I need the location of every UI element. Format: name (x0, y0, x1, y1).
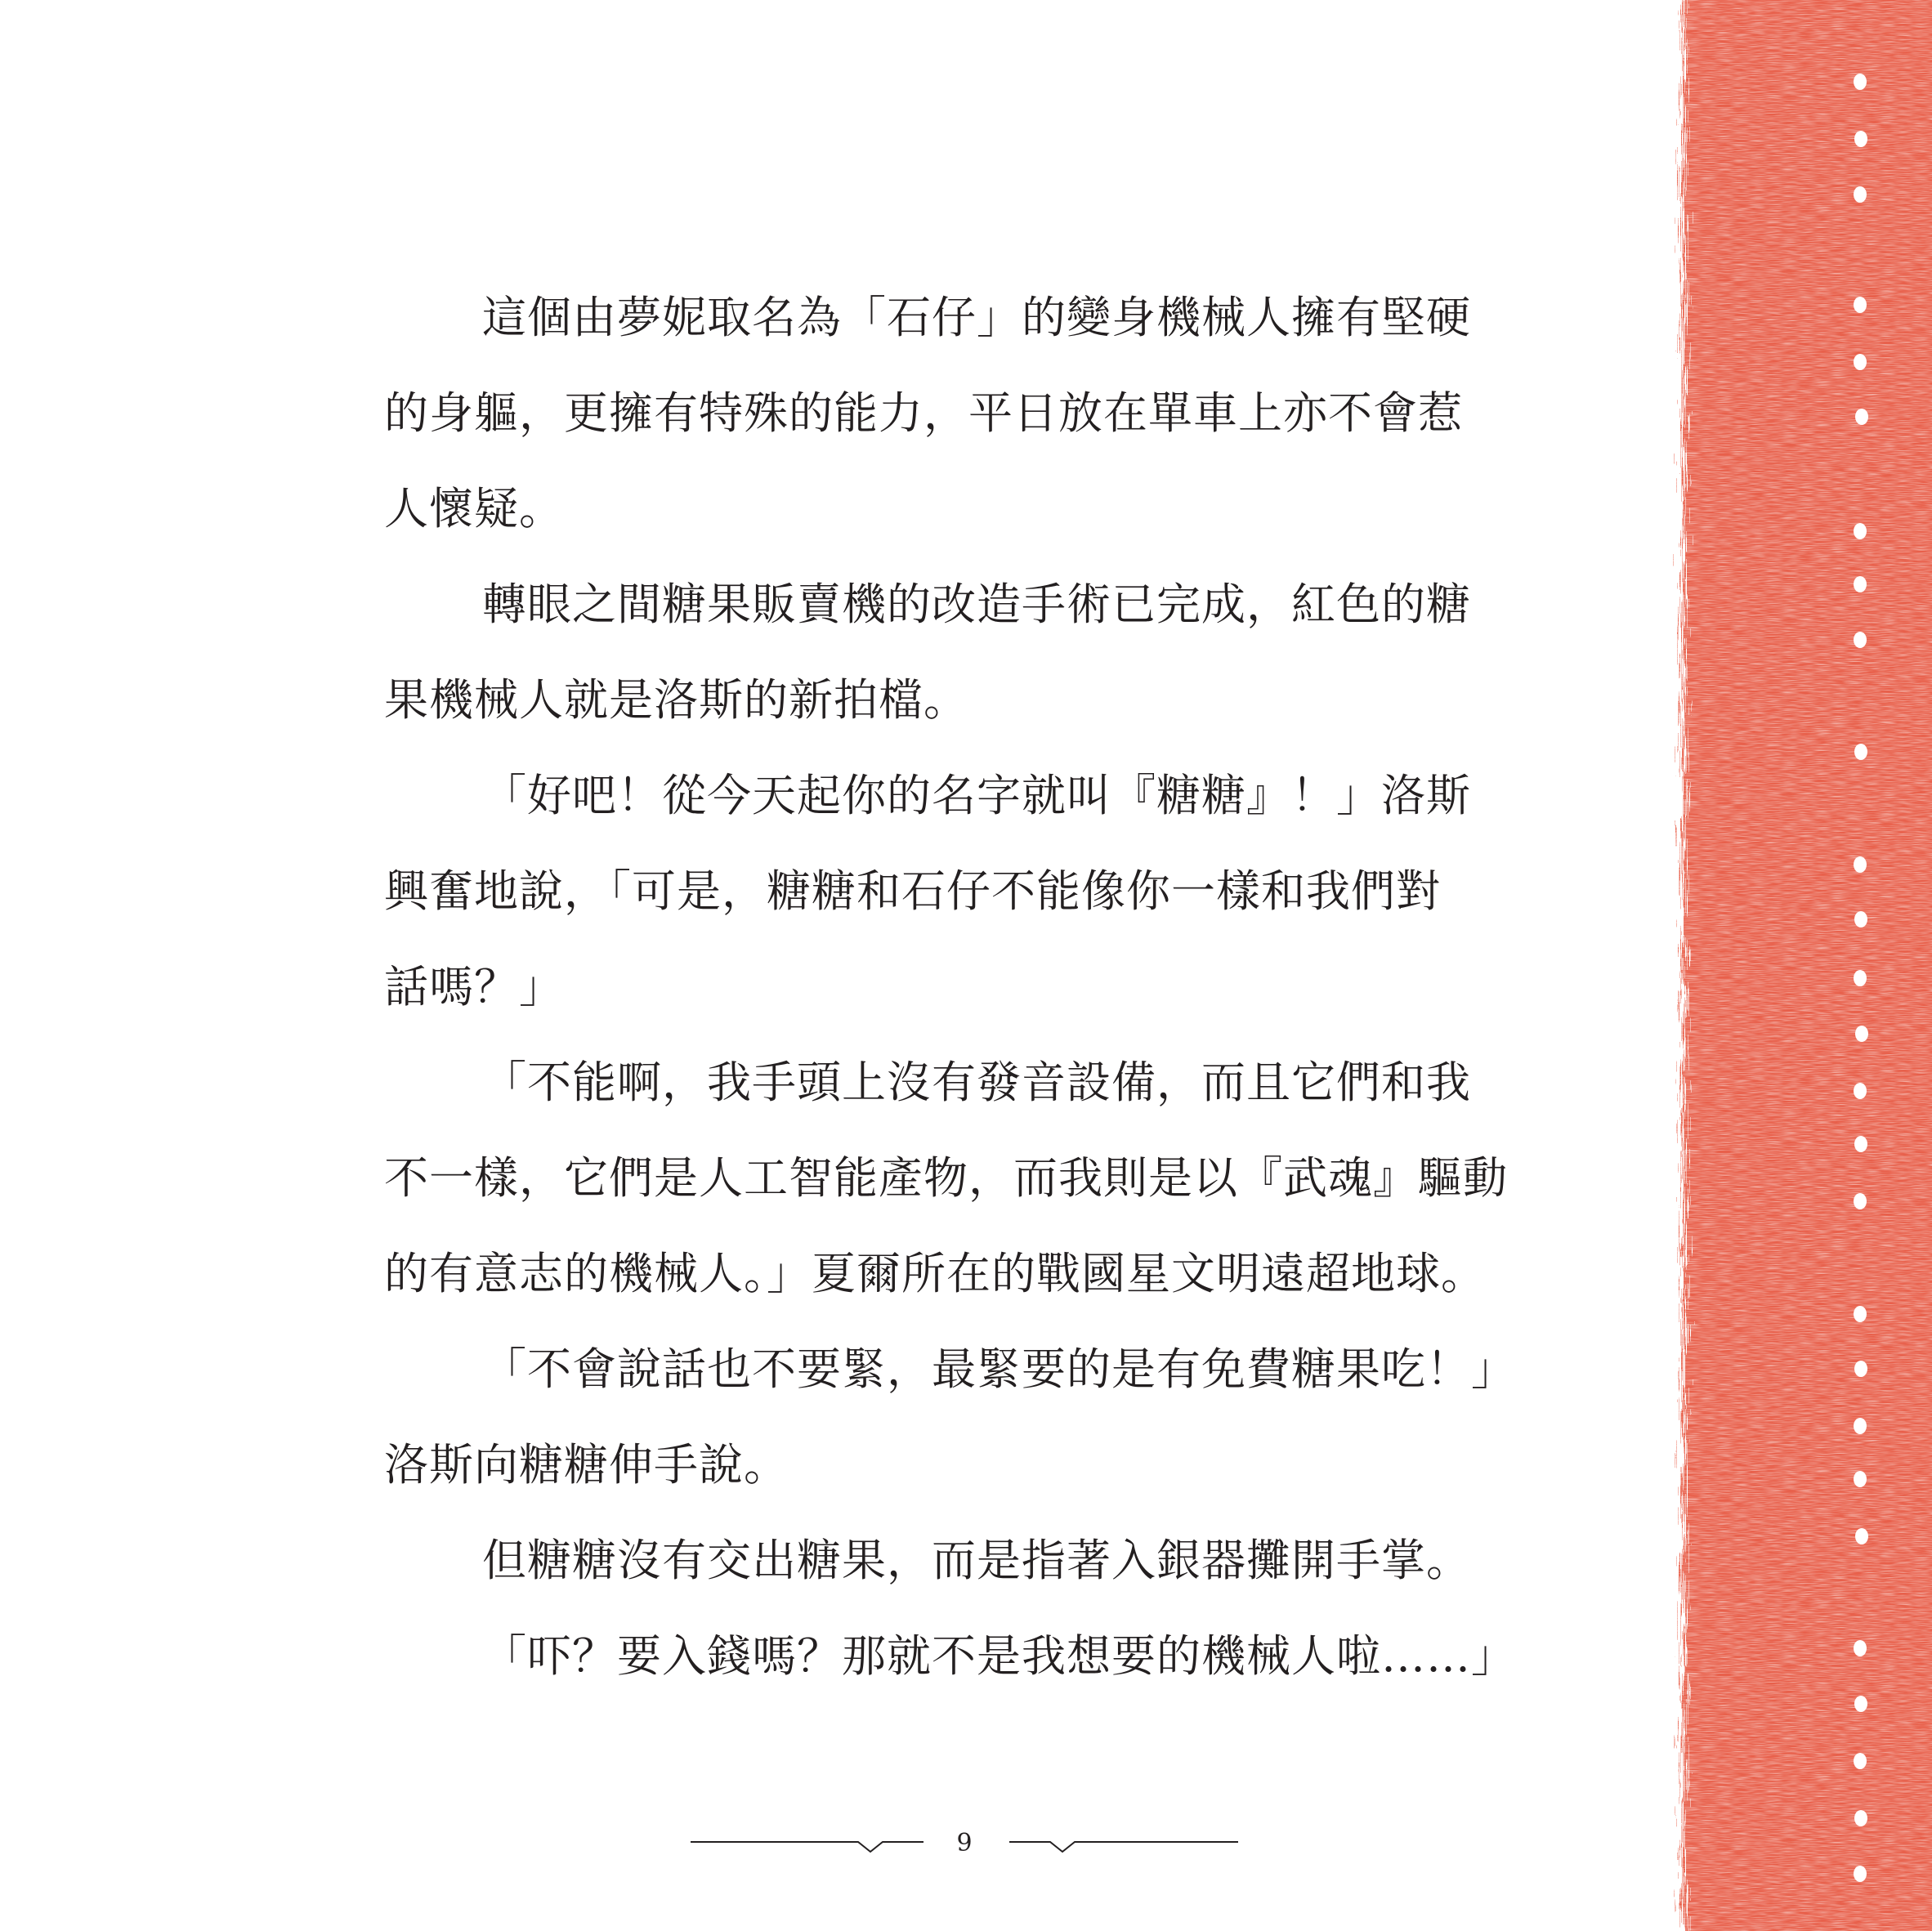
text-line: 這個由夢妮取名為「石仔」的變身機械人擁有堅硬 (482, 292, 1471, 343)
text-line: 洛斯向糖糖伸手說。 (384, 1439, 789, 1491)
text-line: 「不能啊，我手頭上沒有發音設備，而且它們和我 (482, 1057, 1471, 1108)
red-brush-band (1651, 0, 1932, 1931)
page-number: 9 (956, 1829, 973, 1857)
text-line: 「吓？要入錢嗎？那就不是我想要的機械人啦……」 (482, 1630, 1516, 1682)
text-line: 但糖糖沒有交出糖果，而是指著入銀器攤開手掌。 (482, 1535, 1471, 1586)
text-line: 的身軀，更擁有特殊的能力，平日放在單車上亦不會惹 (384, 387, 1463, 439)
text-line: 興奮地說，「可是，糖糖和石仔不能像你一樣和我們對 (384, 865, 1441, 917)
text-line: 話嗎？」 (384, 961, 564, 1012)
text-line: 不一樣，它們是人工智能產物，而我則是以『武魂』驅動 (384, 1152, 1508, 1204)
text-line: 的有意志的機械人。」夏爾所在的戰國星文明遠超地球。 (384, 1248, 1486, 1299)
body-text (384, 270, 1553, 1704)
text-line: 果機械人就是洛斯的新拍檔。 (384, 674, 968, 726)
text-line: 人懷疑。 (384, 483, 564, 534)
text-line: 「不會說話也不要緊，最緊要的是有免費糖果吃！」 (482, 1343, 1516, 1395)
text-line: 「好吧！從今天起你的名字就叫『糖糖』！」洛斯 (482, 770, 1471, 821)
text-line: 轉眼之間糖果販賣機的改造手術已完成，紅色的糖 (482, 579, 1471, 630)
